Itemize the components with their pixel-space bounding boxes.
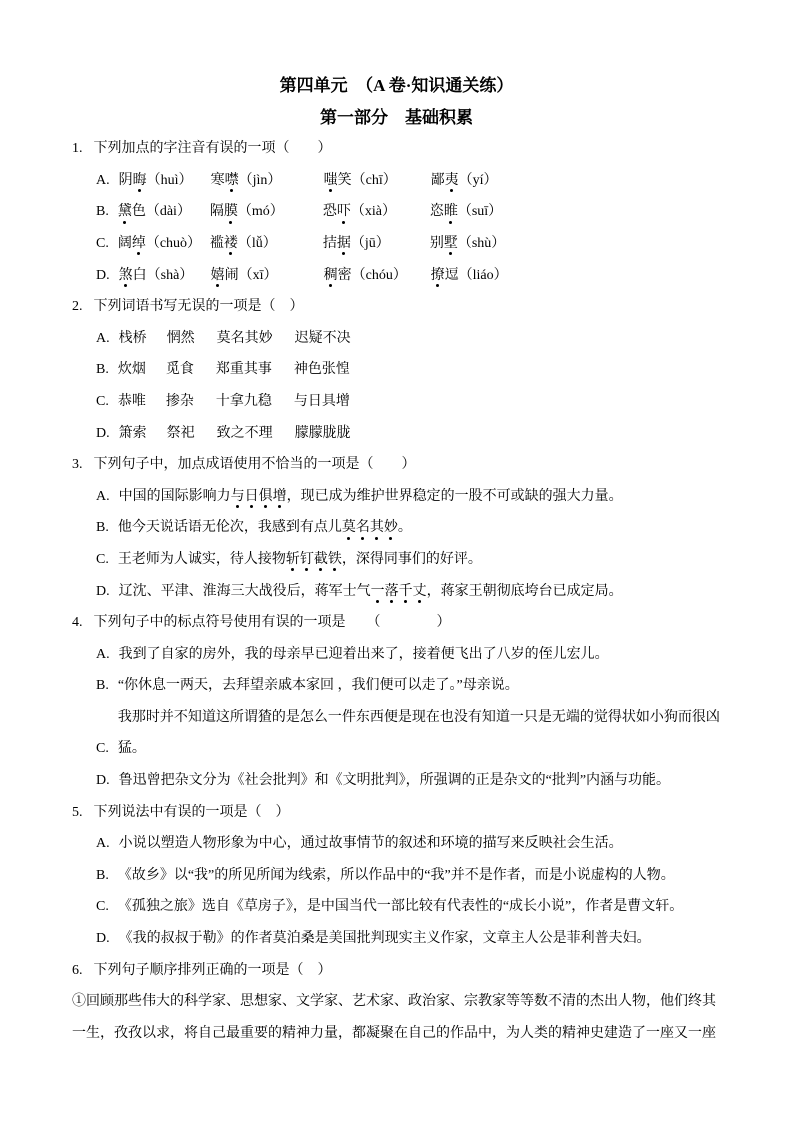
option-segment: 炊烟	[117, 362, 146, 378]
questions	[72, 133, 721, 1049]
option-segment: 隔膜（mó）	[209, 204, 284, 220]
question-stem	[72, 449, 721, 481]
option-segment: 栈桥	[118, 330, 147, 346]
option-segment: 嗤笑（chī）	[323, 172, 397, 188]
option-segment: 致之不理	[216, 425, 273, 441]
question-number: 3.	[72, 457, 83, 473]
option-label: B.	[96, 867, 109, 883]
question-1	[72, 133, 721, 291]
dotted-char: 落	[384, 583, 399, 599]
option-segment: 箫索	[118, 425, 147, 441]
question-stem	[72, 133, 721, 165]
option-row	[72, 386, 721, 418]
option-segment: 辽沈、平津、淮海三大战役后，蒋军士气一落千丈，蒋家王朝彻底垮台已成定局。	[118, 583, 623, 599]
option-label: D.	[96, 773, 110, 789]
dotted-char: 一	[370, 583, 385, 599]
option-row	[72, 323, 721, 355]
dotted-char: 丈	[412, 583, 427, 599]
option-segment: 拮据（jū）	[322, 235, 390, 251]
question-number: 5.	[72, 804, 83, 820]
option-label: A.	[96, 330, 110, 346]
option-segment: 朦朦胧胧	[294, 425, 351, 441]
option-row	[72, 354, 721, 386]
option-segment: 寒噤（jìn）	[210, 172, 282, 188]
option-segment: 撩逗（liáo）	[430, 267, 508, 283]
option-label: C.	[96, 741, 109, 757]
option-label: C.	[96, 899, 109, 915]
option-row	[72, 923, 721, 955]
dotted-char: 据	[336, 235, 351, 251]
dotted-char: 斩	[285, 551, 300, 567]
option-segment: 阴晦（huì）	[118, 172, 193, 188]
option-segment: 《孤独之旅》选自《草房子》，是中国当代一部比较有代表性的“成长小说”，作者是曹文轩。	[117, 899, 684, 915]
option-segment: 黛色（dài）	[117, 204, 191, 220]
option-label: B.	[96, 520, 109, 536]
question-number: 1.	[72, 141, 83, 157]
option-label: C.	[96, 551, 109, 567]
option-segment: 小说以塑造人物形象为中心，通过故事情节的叙述和环境的描写来反映社会生活。	[118, 836, 623, 852]
option-segment: 别墅（shù）	[429, 235, 506, 251]
dotted-char: 与	[230, 488, 245, 504]
option-segment: 十拿九稳	[215, 393, 272, 409]
question-stem	[72, 607, 721, 639]
option-row	[72, 765, 721, 797]
question-3	[72, 449, 721, 607]
dotted-char: 晦	[132, 172, 147, 188]
option-segment: 掺杂	[165, 393, 194, 409]
option-segment: 恣睢（suī）	[429, 204, 503, 220]
option-row	[72, 891, 721, 923]
option-segment: 煞白（shà）	[118, 267, 194, 283]
option-segment: 王老师为人诚实，待人接物斩钉截铁，深得同事们的好评。	[117, 551, 482, 567]
question-stem	[72, 291, 721, 323]
dotted-char: 撩	[430, 267, 445, 283]
question-stem-text: 下列说法中有误的一项是（ ）	[93, 804, 290, 820]
option-row	[72, 260, 721, 292]
question-stem	[72, 955, 721, 987]
option-segment: 神色张惶	[293, 362, 350, 378]
option-segment: 稠密（chóu）	[323, 267, 407, 283]
document-header	[72, 70, 721, 133]
option-segment: 《我的叔叔于勒》的作者莫泊桑是美国批判现实主义作家，文章主人公是菲利普夫妇。	[118, 931, 651, 947]
dotted-char: 煞	[118, 267, 133, 283]
dotted-char: 吓	[336, 204, 351, 220]
doc-title: 第四单元 （A 卷·知识通关练）	[279, 76, 514, 95]
option-label: D.	[96, 425, 110, 441]
option-segment: 恐吓（xià）	[322, 204, 396, 220]
dotted-char: 绰	[131, 235, 146, 251]
option-row	[72, 481, 721, 513]
option-label: A.	[96, 836, 110, 852]
dotted-char: 黛	[117, 204, 132, 220]
dotted-char: 夷	[444, 172, 459, 188]
question-stem-text: 下列加点的字注音有误的一项（ ）	[93, 141, 332, 157]
question-2	[72, 291, 721, 449]
question-stem-text: 下列句子中的标点符号使用有误的一项是 （ ）	[93, 615, 451, 631]
dotted-char: 膜	[223, 204, 238, 220]
dotted-char: 噤	[224, 172, 239, 188]
dotted-char: 钉	[299, 551, 314, 567]
option-label: C.	[96, 393, 109, 409]
option-label: D.	[96, 931, 110, 947]
dotted-char: 妙	[383, 520, 398, 536]
option-segment: 莫名其妙	[216, 330, 273, 346]
section-heading: 第一部分 基础积累	[320, 107, 473, 127]
option-row	[72, 196, 721, 228]
question-number: 4.	[72, 615, 83, 631]
option-row	[72, 165, 721, 197]
option-segment: 嬉闹（xī）	[210, 267, 278, 283]
option-row	[72, 512, 721, 544]
question-5	[72, 797, 721, 955]
option-label: D.	[96, 267, 110, 283]
option-segment: “你休息一两天，去拜望亲戚本家回 ，我们便可以走了。”母亲说。	[117, 678, 519, 694]
option-segment: 我到了自家的房外，我的母亲早已迎着出来了，接着便飞出了八岁的侄儿宏儿。	[118, 646, 609, 662]
dotted-char: 嗤	[323, 172, 338, 188]
option-segment: 迟疑不决	[294, 330, 351, 346]
passage: ①回顾那些伟大的科学家、思想家、文学家、艺术家、政治家、宗教家等等数不清的杰出人物，他们终其 一生，孜孜以求，将自己最重要的精神力量，都凝聚在自己的作品中，为人类的精神史建造了一座又一座	[72, 994, 716, 1041]
option-segment: 他今天说话语无伦次，我感到有点儿莫名其妙。	[117, 520, 412, 536]
dotted-char: 铁	[327, 551, 342, 567]
option-segment: 我那时并不知道这所谓猹的是怎么一件东西便是现在也没有知道一只是无端的觉得状如小狗而很凶 猛。	[117, 709, 720, 757]
option-row	[72, 544, 721, 576]
option-segment: 褴褛（lǚ）	[209, 235, 277, 251]
question-stem-text: 下列句子顺序排列正确的一项是（ ）	[93, 962, 332, 978]
option-segment: 祭祀	[166, 425, 195, 441]
option-row	[72, 702, 721, 765]
option-label: C.	[96, 235, 109, 251]
dotted-char: 俱	[258, 488, 273, 504]
option-segment: 中国的国际影响力与日俱增，现已成为维护世界稳定的一股不可或缺的强大力量。	[118, 488, 623, 504]
dotted-char: 墅	[443, 235, 458, 251]
option-row	[72, 639, 721, 671]
dotted-char: 褛	[223, 235, 238, 251]
option-segment: 阔绰（chuò）	[117, 235, 202, 251]
question-stem-text: 下列词语书写无误的一项是（ ）	[93, 299, 304, 315]
option-label: B.	[96, 678, 109, 694]
dotted-char: 睢	[443, 204, 458, 220]
option-row	[72, 576, 721, 608]
question-4	[72, 607, 721, 797]
option-label: D.	[96, 583, 110, 599]
question-number: 2.	[72, 299, 83, 315]
option-row	[72, 418, 721, 450]
dotted-char: 稠	[323, 267, 338, 283]
question-stem-text: 下列句子中，加点成语使用不恰当的一项是（ ）	[93, 457, 416, 473]
option-segment: 恭唯	[117, 393, 146, 409]
dotted-char: 日	[244, 488, 259, 504]
option-segment: 与日具增	[293, 393, 350, 409]
option-label: A.	[96, 172, 110, 188]
option-row	[72, 670, 721, 702]
option-label: A.	[96, 488, 110, 504]
option-segment: 惘然	[166, 330, 195, 346]
option-segment: 郑重其事	[215, 362, 272, 378]
option-segment: 鄙夷（yí）	[430, 172, 498, 188]
option-row	[72, 228, 721, 260]
option-label: B.	[96, 362, 109, 378]
option-row	[72, 828, 721, 860]
question-number: 6.	[72, 962, 83, 978]
question-stem	[72, 797, 721, 829]
option-segment: 觅食	[165, 362, 194, 378]
option-row	[72, 860, 721, 892]
option-segment: 《故乡》以“我”的所见所闻为线索，所以作品中的“我”并不是作者，而是小说虚构的人物。	[117, 867, 675, 883]
dotted-char: 其	[369, 520, 384, 536]
dotted-char: 名	[355, 520, 370, 536]
dotted-char: 莫	[341, 520, 356, 536]
option-segment: 鲁迅曾把杂文分为《社会批判》和《文明批判》，所强调的正是杂文的“批判”内涵与功能。	[118, 773, 671, 789]
option-label: B.	[96, 204, 109, 220]
question-6	[72, 955, 721, 1050]
dotted-char: 嬉	[210, 267, 225, 283]
dotted-char: 截	[313, 551, 328, 567]
dotted-char: 增	[272, 488, 287, 504]
dotted-char: 千	[398, 583, 413, 599]
option-label: A.	[96, 646, 110, 662]
